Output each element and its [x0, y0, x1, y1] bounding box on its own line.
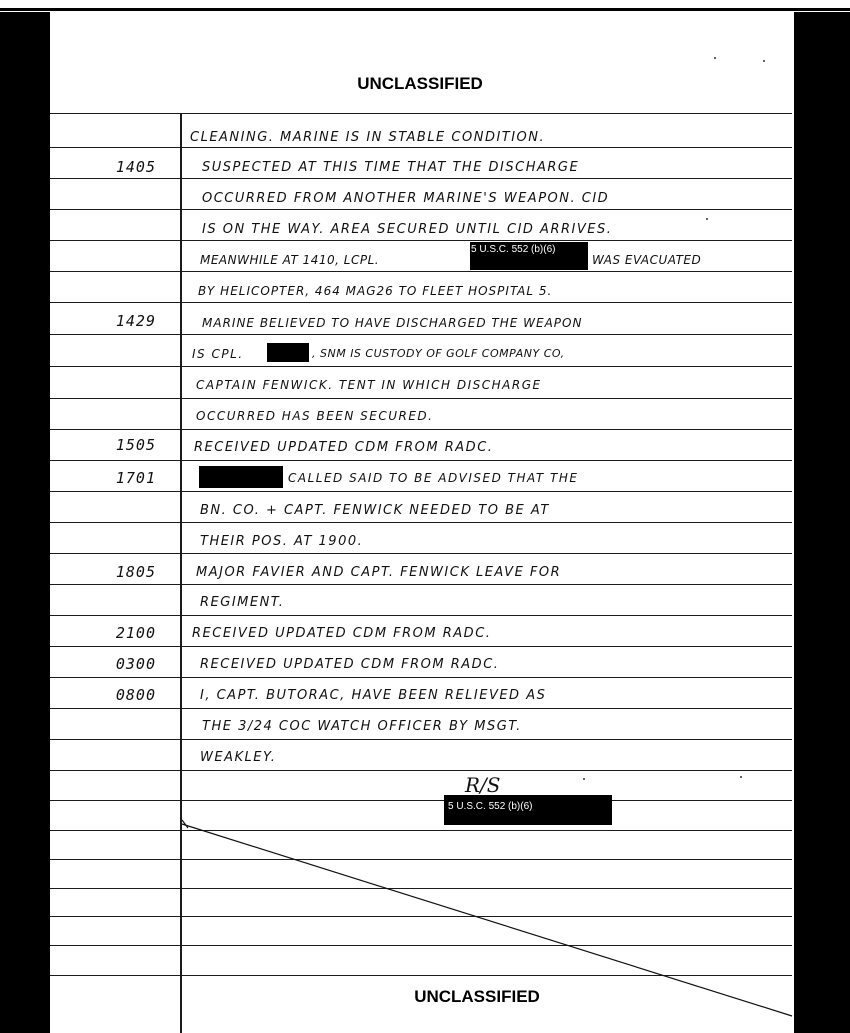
- log-entry-text: SUSPECTED AT THIS TIME THAT THE DISCHARGE: [202, 160, 580, 175]
- signature-mark: R/S: [465, 773, 501, 797]
- log-entry-text: MAJOR FAVIER AND CAPT. FENWICK LEAVE FOR: [196, 565, 562, 580]
- scan-speck: [740, 776, 742, 778]
- time-1405: 1405: [115, 158, 156, 176]
- log-entry-text: IS ON THE WAY. AREA SECURED UNTIL CID ARRIVES.: [202, 222, 613, 237]
- log-entry-text: RECEIVED UPDATED CDM FROM RADC.: [200, 657, 500, 672]
- scan-speck: [583, 778, 585, 780]
- time-1429: 1429: [115, 312, 156, 330]
- log-entry-text: WEAKLEY.: [200, 750, 277, 765]
- log-entry-text: THEIR POS. AT 1900.: [200, 534, 364, 549]
- log-entry-text: THE 3/24 COC WATCH OFFICER BY MSGT.: [202, 719, 522, 734]
- time-0300: 0300: [115, 655, 156, 673]
- log-entry-text: MARINE BELIEVED TO HAVE DISCHARGED THE WEAPON: [202, 316, 583, 330]
- time-1505: 1505: [115, 436, 156, 454]
- header-classification: UNCLASSIFIED: [357, 74, 483, 93]
- time-2100: 2100: [115, 624, 156, 642]
- log-entry-text: REGIMENT.: [200, 595, 285, 610]
- log-entry-text: CAPTAIN FENWICK. TENT IN WHICH DISCHARGE: [196, 378, 542, 392]
- log-entry-text: RECEIVED UPDATED CDM FROM RADC.: [192, 626, 492, 641]
- log-entry-text: RECEIVED UPDATED CDM FROM RADC.: [194, 440, 494, 455]
- redaction-label: 5 U.S.C. 552 (b)(6): [448, 801, 533, 812]
- log-entry-text: CLEANING. MARINE IS IN STABLE CONDITION.: [190, 130, 546, 145]
- log-entry-text: I, CAPT. BUTORAC, HAVE BEEN RELIEVED AS: [200, 688, 547, 703]
- log-entry-text: OCCURRED HAS BEEN SECURED.: [196, 409, 434, 423]
- log-entry-text: BY HELICOPTER, 464 MAG26 TO FLEET HOSPITAL 5.: [198, 284, 553, 298]
- log-entry-text-before-redaction: MEANWHILE AT 1410, LCPL.: [200, 253, 380, 267]
- scan-speck: [763, 60, 765, 62]
- time-1805: 1805: [115, 563, 156, 581]
- time-1701: 1701: [115, 469, 156, 487]
- footer-classification: UNCLASSIFIED: [414, 987, 540, 1006]
- log-entry-text-after-redaction: CALLED SAID TO BE ADVISED THAT THE: [288, 471, 579, 485]
- log-entry-text: BN. CO. + CAPT. FENWICK NEEDED TO BE AT: [200, 503, 550, 518]
- log-entry-text-before-redaction: IS CPL.: [192, 347, 244, 361]
- time-0800: 0800: [115, 686, 156, 704]
- log-entry-text-after-redaction: WAS EVACUATED: [592, 253, 702, 267]
- log-entry-text-after-redaction: , SNM IS CUSTODY OF GOLF COMPANY CO,: [312, 347, 565, 360]
- scan-speck: [714, 57, 716, 59]
- scan-speck: [706, 218, 708, 220]
- log-entry-text: OCCURRED FROM ANOTHER MARINE'S WEAPON. CID: [202, 191, 610, 206]
- redaction-label: 5 U.S.C. 552 (b)(6): [471, 244, 556, 255]
